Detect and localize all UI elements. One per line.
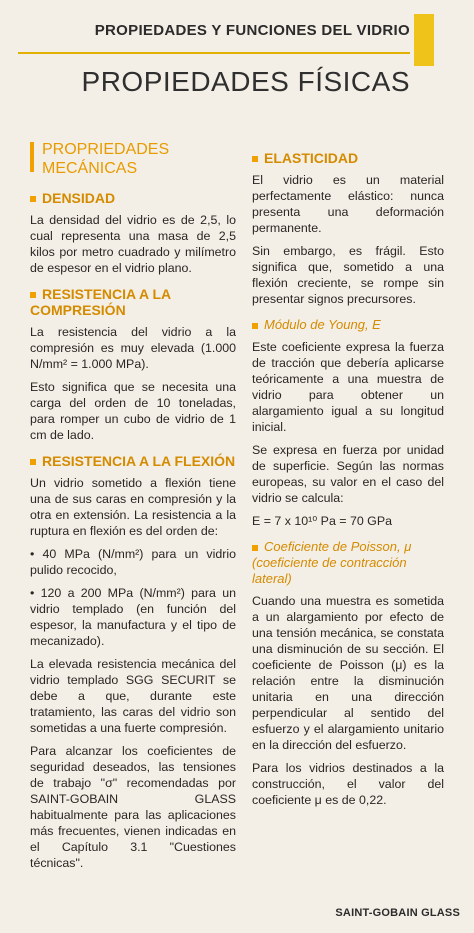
- paragraph: Cuando una muestra es sometida a un alargamiento por efecto de una tensión mecánica, se constata una disminución de su sección. El coeficiente de Poisson (μ) es la relación entre la disminución unitaria en una dirección perpendicular al sentido del esfuerzo y el alargamiento unitario en la dirección del esfuerzo.: [252, 594, 444, 752]
- paragraph: La elevada resistencia mecánica del vidrio templado SGG SECURIT se debe a que, durante este tratamiento, las caras del vidrio son sometidas a una fuerte compresión.: [30, 657, 236, 735]
- section-title-mechanical: [30, 140, 236, 178]
- subheading-text: DENSIDAD: [42, 190, 116, 206]
- paragraph: El vidrio es un material perfectamente elástico: nunca presenta una deformación permanente.: [252, 173, 444, 235]
- paragraph: La resistencia del vidrio a la compresión es muy elevada (1.000 N/mm² = 1.000 MPa).: [30, 325, 236, 371]
- subheading-poisson: [252, 539, 444, 587]
- left-column: [30, 140, 236, 893]
- paragraph: Sin embargo, es frágil. Esto significa que, sometido a una flexión creciente, se rompe sin presentar signos precursores.: [252, 244, 444, 306]
- paragraph: Un vidrio sometido a flexión tiene una de sus caras en compresión y la otra en extensión. La resistencia a la ruptura en flexión es del orden de:: [30, 476, 236, 538]
- paragraph: Este coeficiente expresa la fuerza de tracción que debería aplicarse teóricamente a una muestra de vidrio para obtener un alargamiento igual a su longitud inicial.: [252, 340, 444, 434]
- paragraph: • 120 a 200 MPa (N/mm²) para un vidrio templado (en función del espesor, la manufactura y el tipo de mecanizado).: [30, 586, 236, 648]
- bullet-square-icon: [252, 323, 258, 329]
- right-column: [252, 140, 444, 893]
- header-rule: [18, 52, 410, 54]
- subheading-text: ELASTICIDAD: [264, 150, 359, 166]
- subheading-text: Módulo de Young, E: [264, 317, 381, 332]
- section-accent-bar: [30, 142, 34, 172]
- section-title-text: PROPRIEDADES MECÁNICAS: [42, 141, 170, 177]
- formula: E = 7 x 10¹⁰ Pa = 70 GPa: [252, 514, 392, 528]
- paragraph: Esto significa que se necesita una carga del orden de 10 toneladas, para romper un cubo de vidrio de 1 cm de lado.: [30, 380, 236, 442]
- subheading-text: Coeficiente de Poisson, μ (coeficiente de contracción lateral): [252, 539, 412, 586]
- paragraph: La densidad del vidrio es de 2,5, lo cual representa una masa de 2,5 kilos por metro cuadrado y milímetro de espesor en el vidrio plano.: [30, 213, 236, 275]
- header-yellow-tab: [414, 14, 434, 66]
- paragraph: Se expresa en fuerza por unidad de superficie. Según las normas europeas, su valor en el caso del vidrio se calcula:: [252, 443, 444, 505]
- subheading-elasticidad: [252, 150, 444, 166]
- footer-brand: SAINT-GOBAIN GLASS: [335, 907, 460, 919]
- paragraph: Para alcanzar los coeficientes de seguridad deseados, las tensiones de trabajo "σ" recomendadas por SAINT-GOBAIN GLASS habitualmente para las aplicaciones más frecuentes, vienen indicadas en el Capítulo 3.1 "Cuestiones técnicas".: [30, 744, 236, 870]
- header-title: PROPIEDADES Y FUNCIONES DEL VIDRIO: [94, 22, 410, 39]
- subheading-text: RESISTENCIA A LA COMPRESIÓN: [30, 286, 171, 318]
- subheading-text: RESISTENCIA A LA FLEXIÓN: [42, 453, 236, 469]
- paragraph: • 40 MPa (N/mm²) para un vidrio pulido recocido,: [30, 547, 236, 577]
- subheading-resistencia-flexion: [30, 453, 236, 469]
- subheading-young: [252, 317, 444, 333]
- bullet-square-icon: [30, 196, 36, 202]
- header: [0, 14, 474, 54]
- paragraph: Para los vidrios destinados a la construcción, el valor del coeficiente μ es de 0,22.: [252, 761, 444, 807]
- subheading-densidad: [30, 190, 236, 206]
- subheading-resistencia-compresion: [30, 286, 236, 318]
- bullet-square-icon: [252, 156, 258, 162]
- page-title: PROPIEDADES FÍSICAS: [81, 66, 410, 97]
- bullet-square-icon: [30, 459, 36, 465]
- bullet-square-icon: [252, 545, 258, 551]
- bullet-square-icon: [30, 292, 36, 298]
